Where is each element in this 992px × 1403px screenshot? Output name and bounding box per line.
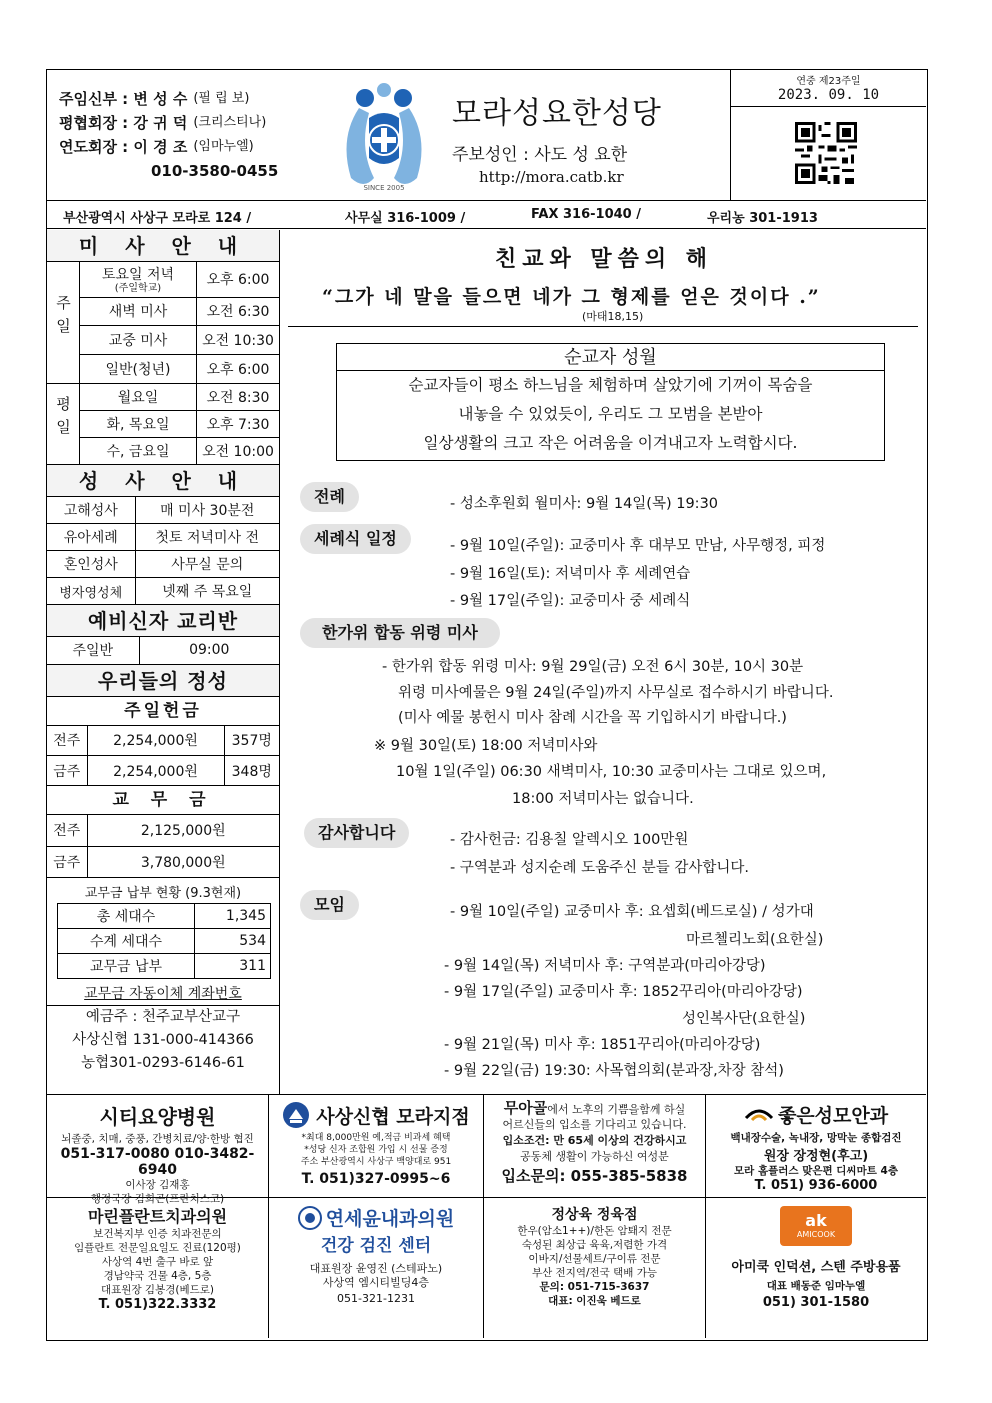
meeting-line: - 9월 17일(주일) 교중미사 후: 1852꾸리아(마리아강당) bbox=[444, 984, 803, 1000]
requiem-heading: 한가위 합동 위령 미사 bbox=[300, 618, 500, 648]
requiem-line: - 한가위 합동 위령 미사: 9월 29일(금) 오전 6시 30분, 10시 30분 bbox=[382, 659, 804, 675]
ad-text: 어르신들의 입소를 기다리고 있습니다. bbox=[502, 1118, 687, 1131]
offering-count: 348명 bbox=[224, 756, 279, 786]
clergy-pastor: 주임신부 : 변 성 수 bbox=[59, 90, 188, 108]
ad-text: 부산 전지역/전국 택배 가능 bbox=[531, 1267, 658, 1279]
ad-phone: T. 051) 936-6000 bbox=[754, 1178, 878, 1193]
ad-dental bbox=[47, 1198, 269, 1338]
ad-name: 연세윤내과의원 bbox=[325, 1208, 455, 1230]
address-bar bbox=[47, 201, 926, 229]
ad-text: 입소조건: 만 65세 이상의 건강하시고 bbox=[502, 1134, 687, 1147]
account-holder: 예금주 : 천주교부산교구 bbox=[85, 1008, 241, 1025]
due-week: 금주 bbox=[47, 846, 87, 877]
ad-muagol bbox=[484, 1095, 706, 1198]
ad-text: 이바지/선물세트/구이류 전문 bbox=[528, 1253, 661, 1265]
ad-phone: 051) 301-1580 bbox=[762, 1295, 870, 1310]
account-number-2: 농협301-0293-6146-61 bbox=[81, 1054, 245, 1071]
sunday-offering-table bbox=[47, 726, 279, 787]
meeting-heading: 모임 bbox=[300, 890, 359, 920]
baptism-line: - 9월 17일(주일): 교중미사 중 세례식 bbox=[450, 593, 691, 609]
sacrament-value: 첫토 저녁미사 전 bbox=[135, 524, 279, 551]
ad-text: 보건복지부 인증 치과전문의 bbox=[93, 1228, 222, 1240]
catechumen-class: 주일반 bbox=[47, 637, 139, 664]
due-amount: 2,125,000원 bbox=[87, 815, 279, 846]
catechumen-time: 09:00 bbox=[139, 637, 279, 664]
baptism-heading: 세례식 일정 bbox=[300, 524, 411, 554]
mass-row-time: 오후 6:00 bbox=[197, 354, 280, 383]
parish-url[interactable]: http://mora.catb.kr bbox=[479, 168, 624, 186]
mass-row-name: 일반(청년) bbox=[80, 354, 197, 383]
sacrament-table bbox=[47, 497, 279, 606]
weekday-label: 평일 bbox=[47, 383, 80, 464]
due-week: 전주 bbox=[47, 815, 87, 846]
ad-name: 사상신협 모라지점 bbox=[316, 1105, 470, 1128]
liturgy-heading: 전례 bbox=[300, 482, 359, 512]
liturgical-week: 연중 제23주일 bbox=[796, 76, 861, 87]
ad-eye-clinic bbox=[706, 1095, 926, 1198]
clinic-logo-icon bbox=[298, 1206, 322, 1230]
mass-row-name: 새벽 미사 bbox=[80, 297, 197, 325]
sunday-label: 주일 bbox=[47, 262, 80, 383]
offering-amount: 2,254,000원 bbox=[87, 726, 224, 756]
clergy-memorial-name: (임마누엘) bbox=[193, 139, 254, 154]
account-title: 교무금 자동이체 계좌번호 bbox=[84, 985, 242, 1002]
ad-text: 모라 홈플러스 맞은편 디씨마트 4층 bbox=[734, 1165, 898, 1177]
ad-text: 백내장수술, 녹내장, 망막눈 종합검진 bbox=[730, 1132, 902, 1144]
mass-row-name: 수, 금요일 bbox=[80, 437, 197, 464]
offering-amount: 2,254,000원 bbox=[87, 756, 224, 786]
ad-text: 대표 배동준 임마누엘 bbox=[766, 1280, 866, 1292]
ad-phone: 051-321-1231 bbox=[337, 1292, 415, 1305]
ad-phone: 051-317-0080 010-3482-6940 bbox=[60, 1146, 255, 1178]
mass-row-time: 오전 8:30 bbox=[197, 383, 280, 410]
office-phone: 사무실 316-1009 / bbox=[345, 211, 466, 226]
ad-text: 에서 노후의 기쁨을함께 하실 bbox=[547, 1103, 686, 1116]
ads-section bbox=[47, 1094, 926, 1339]
mass-schedule-title: 미 사 안 내 bbox=[47, 230, 279, 262]
liturgy-line: - 성소후원회 월미사: 9월 14일(목) 19:30 bbox=[450, 496, 719, 512]
sacrament-name: 고해성사 bbox=[47, 497, 135, 524]
bulletin-page bbox=[46, 69, 928, 1341]
ad-name: 시티요양병원 bbox=[99, 1105, 216, 1129]
meeting-line: - 9월 22일(금) 19:30: 사목협의회(분과장,차장 참석) bbox=[444, 1063, 784, 1079]
catechumen-table bbox=[47, 637, 279, 665]
ad-text: 임플란트 전문일요일도 진료(120평) bbox=[74, 1242, 241, 1254]
due-amount: 3,780,000원 bbox=[87, 846, 279, 877]
ad-text: 대표: 이진욱 베드로 bbox=[548, 1295, 641, 1307]
box-line: 일상생활의 크고 작은 어려움을 이겨내고자 노력합시다. bbox=[423, 434, 798, 452]
requiem-line: 위령 미사예물은 9월 24일(주일)까지 사무실로 접수하시기 바랍니다. bbox=[398, 685, 834, 701]
eye-logo-icon bbox=[744, 1106, 774, 1124]
patron-saint: 주보성인 : 사도 성 요한 bbox=[452, 145, 628, 165]
due-status-title: 교무금 납부 현황 (9.3현재) bbox=[84, 885, 242, 901]
due-title: 교 무 금 bbox=[47, 786, 279, 815]
ad-amicook bbox=[706, 1198, 926, 1338]
mass-row-time: 오후 6:00 bbox=[197, 262, 280, 297]
baptism-line: - 9월 16일(토): 저녁미사 후 세례연습 bbox=[450, 566, 691, 582]
verse-reference: (마태18,15) bbox=[582, 310, 644, 323]
ad-text: 한우(암소1++)/한돈 암퇘지 전문 bbox=[517, 1225, 672, 1237]
fax-number: FAX 316-1040 / bbox=[531, 207, 641, 222]
bible-verse: “그가 네 말을 들으면 네가 그 형제를 얻은 것이다 .” bbox=[322, 286, 821, 308]
status-label: 교무금 납부 bbox=[58, 953, 195, 978]
sacrament-title: 성 사 안 내 bbox=[47, 465, 279, 497]
requiem-line: 10월 1일(주일) 06:30 새벽미사, 10:30 교중미사는 그대로 있으며, bbox=[396, 764, 827, 780]
account-number-1: 사상신협 131-000-414366 bbox=[72, 1031, 254, 1048]
ad-name: 좋은성모안과 bbox=[777, 1105, 889, 1127]
qr-code-icon[interactable] bbox=[795, 122, 857, 184]
baptism-line: - 9월 10일(주일): 교중미사 후 대부모 만남, 사무행정, 피정 bbox=[450, 538, 826, 554]
thanks-heading: 감사합니다 bbox=[304, 818, 409, 848]
parish-title: 모라성요한성당 bbox=[452, 96, 662, 131]
ad-name: 아미쿡 인덕션, 스텐 주방용품 bbox=[731, 1260, 901, 1275]
due-status-table bbox=[57, 903, 271, 979]
account-info bbox=[47, 1005, 279, 1075]
logo-since-text: SINCE 2005 bbox=[363, 184, 405, 192]
sacrament-value: 사무실 문의 bbox=[135, 551, 279, 578]
ad-text: 뇌졸중, 치매, 중풍, 간병치료/양·한방 협진 bbox=[61, 1133, 254, 1145]
ad-text: 대표원장 윤영진 (스테파노) bbox=[309, 1262, 443, 1275]
thanks-line: - 구역분과 성지순례 도움주신 분들 감사합니다. bbox=[450, 860, 750, 876]
meeting-line: - 9월 10일(주일) 교중미사 후: 요셉회(베드로실) / 성가대 bbox=[450, 904, 814, 920]
status-value: 311 bbox=[195, 953, 271, 978]
address: 부산광역시 사상구 모라로 124 / bbox=[63, 211, 252, 226]
mass-schedule-table bbox=[47, 262, 279, 465]
ad-internal-medicine bbox=[269, 1198, 484, 1338]
status-label: 총 세대수 bbox=[58, 903, 195, 928]
header bbox=[47, 70, 926, 201]
sacrament-value: 넷째 주 목요일 bbox=[135, 578, 279, 605]
martyrs-month-title: 순교자 성월 bbox=[337, 344, 884, 371]
ad-text: 원장 장정현(후고) bbox=[763, 1149, 869, 1164]
sunday-offering-title: 주일헌금 bbox=[47, 697, 279, 726]
amicook-logo-icon: ak AMICOOK bbox=[780, 1206, 852, 1246]
ad-text: 대표원장 김봉경(베드로) bbox=[101, 1284, 214, 1296]
ad-text: 이사장 김재홍 bbox=[125, 1179, 190, 1191]
mass-row-name: 교중 미사 bbox=[80, 325, 197, 354]
mass-row-time: 오전 10:00 bbox=[197, 437, 280, 464]
ad-text: 사상역 4번 출구 바로 앞 bbox=[101, 1256, 214, 1268]
clergy-memorial: 연도회장 : 이 경 조 bbox=[59, 138, 188, 156]
offering-week: 금주 bbox=[47, 756, 87, 786]
sacrament-value: 매 미사 30분전 bbox=[135, 497, 279, 524]
clergy-council-name: (크리스티나) bbox=[193, 115, 267, 130]
due-table bbox=[47, 815, 279, 878]
ad-text: 사상역 엠시티빌딩4층 bbox=[322, 1276, 430, 1289]
ad-sasang-shinhyup bbox=[269, 1095, 484, 1198]
martyrs-month-text bbox=[337, 371, 884, 460]
sacrament-name: 병자영성체 bbox=[47, 578, 135, 605]
catechumen-title: 예비신자 교리반 bbox=[47, 605, 279, 637]
ad-name: 무아골 bbox=[503, 1099, 548, 1117]
mass-row-time: 오전 6:30 bbox=[197, 297, 280, 325]
clergy-council: 평협회장 : 강 귀 덕 bbox=[59, 114, 188, 132]
ad-text: *성당 신자 조합원 가입 시 선물 증정 bbox=[304, 1145, 448, 1155]
ad-text: 주소 부산광역시 사상구 백양대로 951 bbox=[300, 1157, 452, 1167]
ad-subtitle: 건강 검진 센터 bbox=[320, 1236, 432, 1256]
status-value: 534 bbox=[195, 928, 271, 953]
meeting-line: 마르첼리노회(요한실) bbox=[686, 932, 824, 948]
shinhyup-logo-icon bbox=[282, 1101, 310, 1129]
clergy-pastor-name: (필 립 보) bbox=[193, 91, 250, 106]
status-label: 수계 세대수 bbox=[58, 928, 195, 953]
ad-text: 문의: 051-715-3637 bbox=[539, 1281, 650, 1293]
bulletin-date: 2023. 09. 10 bbox=[731, 87, 926, 107]
ad-text: 공동체 생활이 가능하신 여성분 bbox=[520, 1150, 669, 1163]
ad-name: 마린플란트치과의원 bbox=[87, 1207, 228, 1226]
main-content bbox=[282, 230, 926, 1094]
parish-logo-icon bbox=[329, 78, 439, 196]
requiem-line: ※ 9월 30일(토) 18:00 저녁미사와 bbox=[374, 738, 598, 754]
divider bbox=[288, 326, 918, 327]
mass-row-name: 토요일 저녁 (주일학교) bbox=[80, 262, 197, 297]
box-line: 순교자들이 평소 하느님을 체험하며 살았기에 기꺼이 목숨을 bbox=[408, 376, 813, 394]
ad-text: *최대 8,000만원 예,적금 비과세 혜택 bbox=[301, 1133, 451, 1143]
ad-text: 숙성된 최상급 육육,저렴한 가격 bbox=[521, 1239, 668, 1251]
offering-title: 우리들의 정성 bbox=[47, 665, 279, 697]
uri-phone: 우리농 301-1913 bbox=[707, 211, 818, 226]
thanks-line: - 감사헌금: 김용칠 알렉시오 100만원 bbox=[450, 832, 689, 848]
offering-count: 357명 bbox=[224, 726, 279, 756]
meeting-line: 성인복사단(요한실) bbox=[682, 1011, 806, 1027]
requiem-line: (미사 예물 봉헌시 미사 참례 시간을 꼭 기입하시기 바랍니다.) bbox=[398, 710, 787, 726]
meeting-line: - 9월 14일(목) 저녁미사 후: 구역분과(마리아강당) bbox=[444, 958, 766, 974]
mass-row-time: 오전 10:30 bbox=[197, 325, 280, 354]
meeting-line: - 9월 21일(목) 미사 후: 1851꾸리아(마리아강당) bbox=[444, 1037, 761, 1053]
box-line: 내놓을 수 있었듯이, 우리도 그 모범을 본받아 bbox=[458, 405, 763, 423]
mass-row-time: 오후 7:30 bbox=[197, 410, 280, 437]
ad-text: 경남약국 건물 4층, 5층 bbox=[103, 1270, 212, 1282]
offering-week: 전주 bbox=[47, 726, 87, 756]
ad-phone: T. 051)327-0995~6 bbox=[301, 1171, 451, 1187]
ad-city-hospital bbox=[47, 1095, 269, 1205]
ad-phone: 입소문의: 055-385-5838 bbox=[501, 1167, 688, 1185]
martyrs-month-box bbox=[336, 343, 885, 461]
sacrament-name: 혼인성사 bbox=[47, 551, 135, 578]
ad-butcher bbox=[484, 1198, 706, 1338]
year-theme: 친교와 말씀의 해 bbox=[494, 246, 714, 272]
clergy-list bbox=[59, 87, 278, 183]
phone-number: 010-3580-0455 bbox=[151, 162, 279, 180]
left-column bbox=[47, 230, 280, 1094]
mass-row-name: 월요일 bbox=[80, 383, 197, 410]
ad-name: 정상육 정육점 bbox=[551, 1207, 638, 1223]
requiem-line: 18:00 저녁미사는 없습니다. bbox=[512, 791, 694, 807]
date-box bbox=[730, 70, 926, 201]
sacrament-name: 유아세례 bbox=[47, 524, 135, 551]
ad-text: 행정국장 김희곤(프란치스코) bbox=[90, 1193, 225, 1205]
ad-phone: T. 051)322.3332 bbox=[98, 1297, 217, 1312]
mass-row-name: 화, 목요일 bbox=[80, 410, 197, 437]
status-value: 1,345 bbox=[195, 903, 271, 928]
